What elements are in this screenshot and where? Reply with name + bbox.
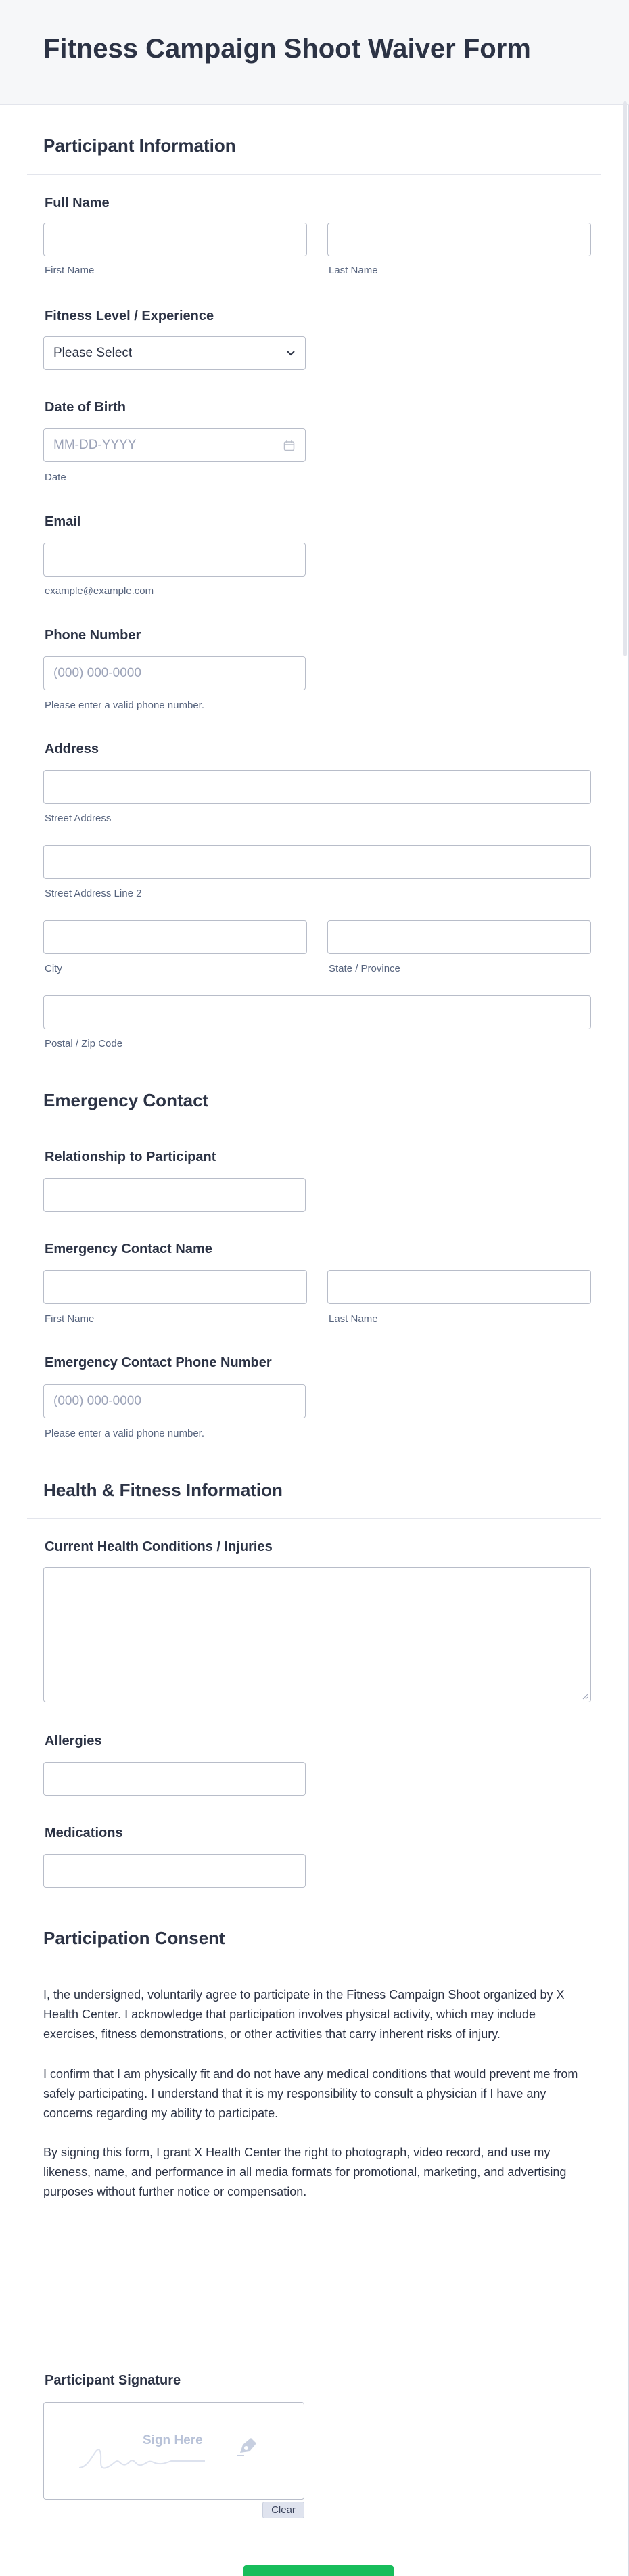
emergency-phone-label: Emergency Contact Phone Number: [45, 1355, 272, 1370]
state-sublabel: State / Province: [329, 963, 400, 974]
consent-paragraph-1: I, the undersigned, voluntarily agree to participate in the Fitness Campaign Shoot organized by X Health Center. I acknowledge that participation involves physical activity, which may include exercises, fitness demonstrations, or other activities that carry inherent risks of injury.: [43, 1988, 565, 2041]
full-name-label: Full Name: [45, 196, 110, 210]
submit-button[interactable]: [243, 2565, 394, 2576]
scrollbar[interactable]: [623, 101, 627, 656]
emergency-first-name-sublabel: First Name: [45, 1313, 95, 1325]
street-address-2-sublabel: Street Address Line 2: [45, 888, 142, 899]
fitness-level-selected: Please Select: [53, 346, 133, 360]
zip-sublabel: Postal / Zip Code: [45, 1038, 123, 1049]
calendar-icon[interactable]: [283, 440, 295, 451]
emergency-phone-sublabel: Please enter a valid phone number.: [45, 1428, 204, 1439]
section-title-consent: Participation Consent: [43, 1928, 225, 1948]
state-input[interactable]: [327, 920, 591, 954]
last-name-sublabel: Last Name: [329, 265, 378, 276]
address-label: Address: [45, 742, 99, 756]
consent-paragraph-3: By signing this form, I grant X Health Center the right to photograph, video record, and use my likeness, name, and performance in all media formats for promotional, marketing, and advertising purposes without further notice or compensation.: [43, 2146, 567, 2198]
section-title-participant: Participant Information: [43, 135, 236, 156]
section-divider: [27, 1518, 601, 1519]
resize-handle-icon[interactable]: [582, 1693, 588, 1700]
pen-icon: [235, 2433, 262, 2460]
fitness-level-select[interactable]: [43, 336, 306, 370]
clear-signature-button[interactable]: Clear: [262, 2502, 304, 2518]
emergency-phone-input[interactable]: [43, 1384, 306, 1418]
chevron-down-icon: [286, 350, 296, 357]
signature-placeholder: Sign Here: [143, 2433, 203, 2447]
allergies-input[interactable]: [43, 1762, 306, 1796]
phone-sublabel: Please enter a valid phone number.: [45, 700, 204, 711]
zip-input[interactable]: [43, 995, 591, 1029]
first-name-input[interactable]: [43, 223, 307, 256]
allergies-label: Allergies: [45, 1734, 102, 1748]
medications-label: Medications: [45, 1826, 123, 1840]
signature-pad[interactable]: [43, 2402, 304, 2500]
section-title-health: Health & Fitness Information: [43, 1480, 283, 1500]
signature-scribble-icon: [76, 2441, 239, 2475]
dob-input[interactable]: [43, 428, 306, 462]
street-address-sublabel: Street Address: [45, 813, 112, 824]
email-input[interactable]: [43, 543, 306, 577]
form-title: Fitness Campaign Shoot Waiver Form: [43, 34, 531, 64]
emergency-name-label: Emergency Contact Name: [45, 1242, 212, 1257]
health-conditions-textarea[interactable]: [43, 1567, 591, 1702]
last-name-input[interactable]: [327, 223, 591, 256]
signature-label: Participant Signature: [45, 2373, 181, 2388]
form-header: [0, 0, 629, 105]
street-address-2-input[interactable]: [43, 845, 591, 879]
first-name-sublabel: First Name: [45, 265, 95, 276]
city-input[interactable]: [43, 920, 307, 954]
street-address-input[interactable]: [43, 770, 591, 804]
dob-sublabel: Date: [45, 472, 66, 483]
health-conditions-label: Current Health Conditions / Injuries: [45, 1539, 273, 1554]
fitness-level-label: Fitness Level / Experience: [45, 309, 214, 323]
medications-input[interactable]: [43, 1854, 306, 1888]
emergency-last-name-input[interactable]: [327, 1270, 591, 1304]
city-sublabel: City: [45, 963, 62, 974]
relationship-input[interactable]: [43, 1178, 306, 1212]
section-title-emergency: Emergency Contact: [43, 1090, 209, 1110]
emergency-first-name-input[interactable]: [43, 1270, 307, 1304]
section-divider: [27, 174, 601, 175]
phone-input[interactable]: [43, 656, 306, 690]
emergency-last-name-sublabel: Last Name: [329, 1313, 378, 1325]
consent-paragraph-2: I confirm that I am physically fit and do not have any medical conditions that would prevent me from safely participating. I understand that it is my responsibility to consult a physician if I have any concerns regarding my ability to participate.: [43, 2067, 578, 2120]
email-sublabel: example@example.com: [45, 585, 154, 597]
email-label: Email: [45, 514, 81, 529]
relationship-label: Relationship to Participant: [45, 1150, 216, 1165]
dob-label: Date of Birth: [45, 400, 126, 415]
phone-label: Phone Number: [45, 628, 141, 643]
